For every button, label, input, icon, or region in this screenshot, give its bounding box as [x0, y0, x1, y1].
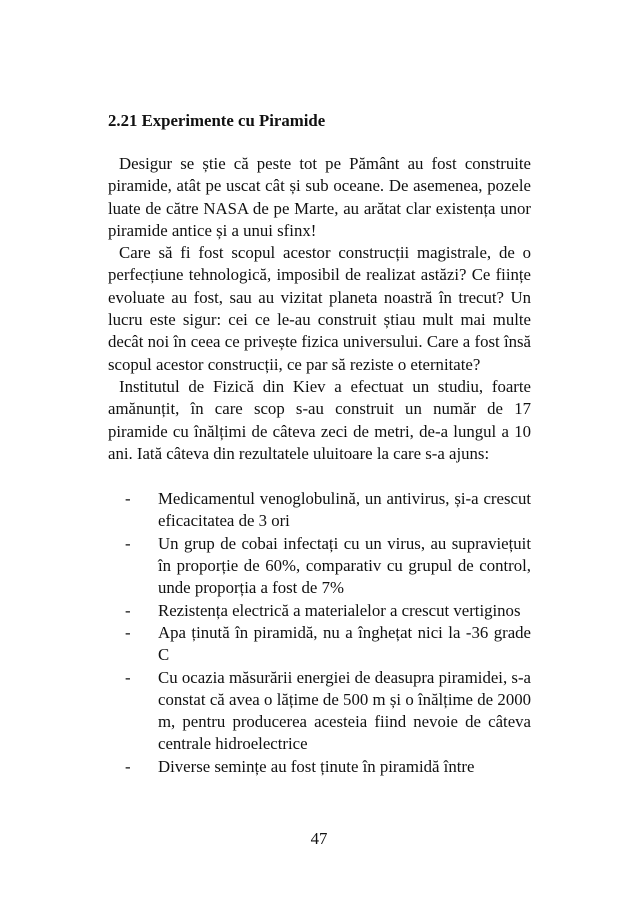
list-dash: -	[125, 533, 131, 553]
list-dash: -	[125, 600, 131, 620]
list-dash: -	[125, 667, 131, 687]
list-item-text: Medicamentul venoglobulină, un antivirus, și-a crescut eficacitatea de 3 ori	[158, 489, 531, 531]
results-list	[108, 488, 531, 778]
list-item-text: Rezistența electrică a materialelor a crescut vertiginos	[158, 600, 521, 620]
paragraph: Care să fi fost scopul acestor construcții magistrale, de o perfecțiune tehnologică, imposibil de realizat astăzi? Ce ființe evoluate au fost, sau au vizitat planeta noastră în trecut? Un lucru este sigur: cei ce le-au construit știau mult mai multe decât noi în ceea ce privește fizica universului. Care a fost însă scopul acestor construcții, ce par să reziste o eternitate?	[108, 243, 531, 374]
list-item	[108, 600, 531, 622]
list-item	[108, 488, 531, 533]
list-dash: -	[125, 489, 131, 509]
list-item	[108, 622, 531, 667]
list-item-text: Diverse semințe au fost ținute în piramidă între	[158, 756, 475, 776]
page-number: 47	[310, 829, 328, 848]
list-dash: -	[125, 756, 131, 776]
section-title: 2.21 Experimente cu Piramide	[108, 111, 326, 130]
list-item	[108, 756, 531, 778]
page-content	[108, 110, 531, 778]
list-item-text: Apa ținută în piramidă, nu a înghețat nici la -36 grade C	[158, 622, 531, 665]
list-item-text: Cu ocazia măsurării energiei de deasupra piramidei, s-a constat că avea o lățime de 500 m și o înălțime de 2000 m, pentru producerea acesteia fiind nevoie de câteva centrale hidroelectrice	[158, 667, 531, 754]
list-item	[108, 667, 531, 756]
paragraph: Institutul de Fizică din Kiev a efectuat un studiu, foarte amănunțit, în care scop s-au construit un număr de 17 piramide cu înălțimi de câteva zeci de metri, de-a lungul a 10 ani. Iată câteva din rezultatele uluitoare la care s-a ajuns:	[108, 376, 531, 463]
list-item-text: Un grup de cobai infectați cu un virus, au supraviețuit în proporție de 60%, comparativ cu grupul de control, unde proporția a fost de 7%	[158, 533, 531, 598]
list-dash: -	[125, 622, 131, 642]
paragraph: Desigur se știe că peste tot pe Pământ au fost construite piramide, atât pe uscat cât și sub oceane. De asemenea, pozele luate de către NASA de pe Marte, au arătat clar existența unor piramide antice și a unui sfinx!	[108, 154, 531, 240]
list-item	[108, 533, 531, 600]
